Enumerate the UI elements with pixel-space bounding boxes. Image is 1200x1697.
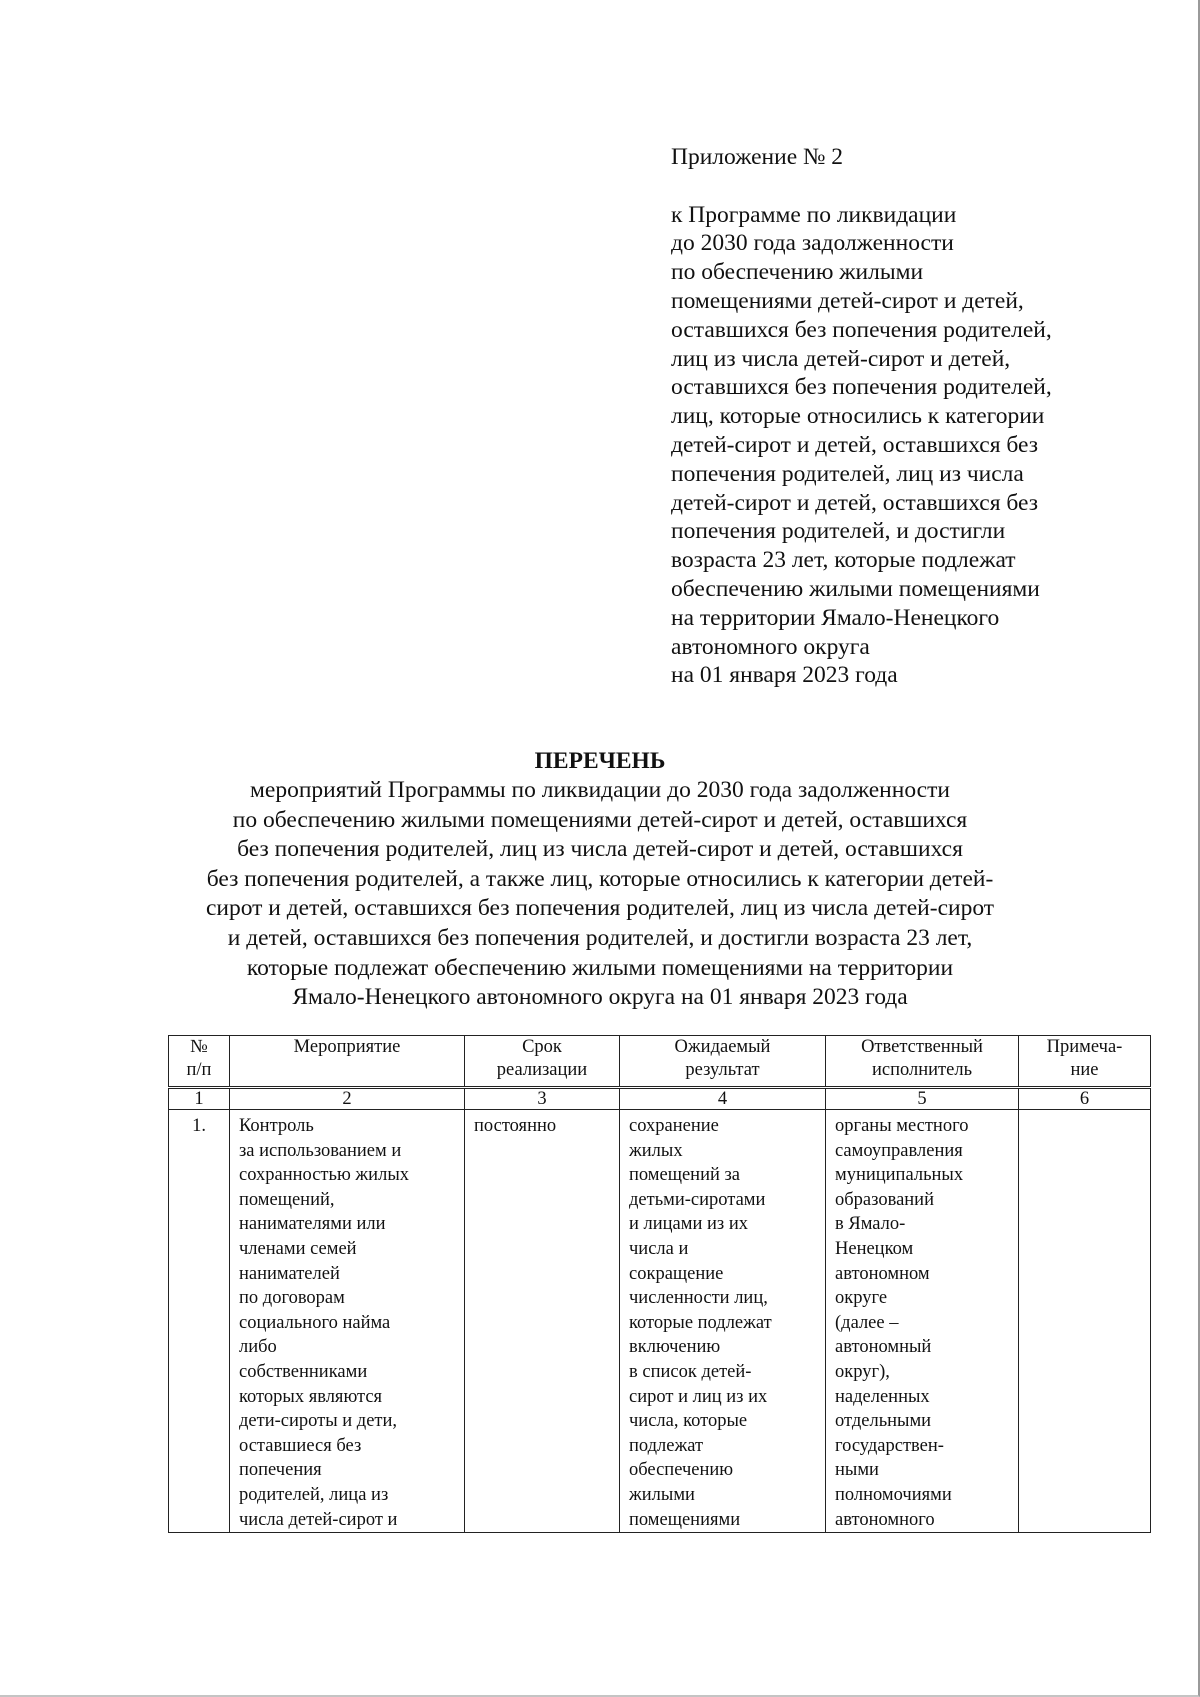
text-line: к Программе по ликвидации <box>671 201 957 228</box>
text-line: на 01 января 2023 года <box>671 662 898 689</box>
text-line: либо <box>239 1337 277 1358</box>
text-line: лиц, которые относились к категории <box>671 403 1045 430</box>
text-line: до 2030 года задолженности <box>671 230 954 257</box>
measure-cell <box>230 1110 465 1533</box>
header-cell-term <box>465 1036 620 1088</box>
column-number: 2 <box>230 1088 465 1110</box>
text-line: обеспечению жилыми помещениями <box>671 575 1040 602</box>
text-line: государствен- <box>835 1435 944 1456</box>
text-line: детьми-сиротами <box>629 1189 766 1210</box>
text-line: на территории Ямало-Ненецкого <box>671 604 1000 631</box>
text-line: Контроль <box>239 1116 314 1136</box>
text-line: ными <box>835 1460 879 1481</box>
responsible-cell <box>826 1110 1019 1533</box>
text-line: оставшихся без попечения родителей, <box>671 374 1052 401</box>
text-line: попечения родителей, лиц из числа <box>671 460 1024 487</box>
text-line: помещениями <box>629 1509 741 1530</box>
text-line: оставшихся без попечения родителей, <box>671 316 1052 343</box>
text-line: попечения <box>239 1460 322 1481</box>
header-cell-responsible <box>826 1036 1019 1088</box>
text-line: Ненецком <box>835 1238 914 1259</box>
text-line: численности лиц, <box>629 1288 768 1309</box>
text-line: оставшиеся без <box>239 1435 362 1456</box>
table-row <box>169 1110 1151 1533</box>
text-line: округ), <box>835 1361 890 1382</box>
text-line: (далее – <box>835 1312 899 1333</box>
text-line: без попечения родителей, а также лиц, которые относились к категории детей- <box>206 865 994 892</box>
text-line: автономного округа <box>671 633 870 660</box>
header-cell-note <box>1019 1036 1151 1088</box>
column-number: 6 <box>1019 1088 1151 1110</box>
text-line: Мероприятие <box>293 1037 401 1057</box>
text-line: без попечения родителей, лиц из числа детей-сирот и детей, оставшихся <box>237 836 963 863</box>
text-line: собственниками <box>239 1361 368 1382</box>
column-number: 1 <box>169 1088 230 1110</box>
text-line: за использованием и <box>239 1140 402 1161</box>
text-line: отдельными <box>835 1411 932 1432</box>
text-line: нанимателей <box>239 1263 340 1284</box>
column-number: 3 <box>465 1088 620 1110</box>
text-line: обеспечению <box>629 1460 734 1481</box>
text-line: № <box>190 1037 208 1057</box>
text-line: нанимателями или <box>239 1214 386 1235</box>
text-line: и детей, оставшихся без попечения родителей, и достигли возраста 23 лет, <box>227 924 973 951</box>
column-number: 5 <box>826 1088 1019 1110</box>
text-line: которые подлежат обеспечению жилыми помещениями на территории <box>246 954 954 981</box>
text-line: сирот и лиц из их <box>629 1386 768 1407</box>
text-line: помещениями детей-сирот и детей, <box>671 287 1024 314</box>
header-cell-number <box>169 1036 230 1088</box>
appendix-title: Приложение № 2 <box>671 144 844 170</box>
column-number-row <box>169 1088 1151 1110</box>
text-line: включению <box>629 1337 721 1358</box>
text-line: сохранение <box>629 1116 719 1136</box>
text-line: членами семей <box>239 1238 357 1259</box>
text-line: дети-сироты и дети, <box>239 1411 398 1432</box>
text-line: числа, которые <box>629 1411 748 1432</box>
text-line: помещений, <box>239 1189 335 1210</box>
result-cell <box>620 1110 826 1533</box>
text-line: п/п <box>186 1060 212 1080</box>
text-line: реализации <box>496 1060 588 1080</box>
text-line: подлежат <box>629 1435 704 1456</box>
text-line: по обеспечению жилыми <box>671 259 924 286</box>
text-line: Ожидаемый <box>674 1037 771 1057</box>
heading-title: ПЕРЕЧЕНЬ <box>534 748 666 774</box>
text-line: образований <box>835 1189 934 1210</box>
text-line: по договорам <box>239 1288 345 1309</box>
text-line: в список детей- <box>629 1361 752 1382</box>
text-line: постоянно <box>474 1116 557 1136</box>
text-line: возраста 23 лет, которые подлежат <box>671 547 1016 574</box>
text-line: самоуправления <box>835 1140 963 1161</box>
text-line: детей-сирот и детей, оставшихся без <box>671 431 1039 458</box>
column-number: 4 <box>620 1088 826 1110</box>
text-line: Примеча- <box>1046 1037 1123 1057</box>
text-line: родителей, лица из <box>239 1484 389 1505</box>
text-line: автономного <box>835 1509 935 1530</box>
text-line: Срок <box>522 1037 562 1057</box>
text-line: в Ямало- <box>835 1214 906 1235</box>
text-line: которых являются <box>239 1386 383 1407</box>
text-line: исполнитель <box>871 1060 972 1080</box>
text-line: и лицами из их <box>629 1214 748 1235</box>
text-line: автономном <box>835 1263 930 1284</box>
text-line: Ответственный <box>861 1037 983 1057</box>
measures-table <box>168 1035 1151 1533</box>
text-line: Ямало-Ненецкого автономного округа на 01 января 2023 года <box>292 984 908 1011</box>
text-line: полномочиями <box>835 1484 952 1505</box>
text-line: муниципальных <box>835 1165 964 1186</box>
text-line: которые подлежат <box>629 1312 772 1333</box>
term-cell <box>465 1110 620 1533</box>
text-line: жилыми <box>629 1484 695 1505</box>
text-line: социального найма <box>239 1312 391 1333</box>
note-cell <box>1019 1110 1151 1533</box>
text-line: сирот и детей, оставшихся без попечения родителей, лиц из числа детей-сирот <box>205 895 995 922</box>
table-header-row <box>169 1036 1151 1088</box>
row-number: 1. <box>169 1110 230 1533</box>
text-line: по обеспечению жилыми помещениями детей-сирот и детей, оставшихся <box>232 806 968 833</box>
text-line: ние <box>1070 1060 1099 1080</box>
text-line: автономный <box>835 1337 932 1358</box>
text-line: округе <box>835 1288 888 1309</box>
document-heading <box>160 746 1040 1013</box>
text-line: помещений за <box>629 1165 741 1186</box>
text-line: жилых <box>629 1140 683 1161</box>
heading-lines <box>160 776 1040 1013</box>
text-line: числа и <box>629 1238 689 1259</box>
appendix-lines <box>671 201 1151 691</box>
text-line: детей-сирот и детей, оставшихся без <box>671 489 1039 516</box>
appendix-block <box>671 143 1151 690</box>
header-cell-result <box>620 1036 826 1088</box>
text-line: попечения родителей, и достигли <box>671 518 1006 545</box>
text-line: сокращение <box>629 1263 724 1284</box>
text-line: сохранностью жилых <box>239 1165 409 1186</box>
text-line: лиц из числа детей-сирот и детей, <box>671 345 1011 372</box>
text-line: результат <box>685 1060 760 1080</box>
text-line: мероприятий Программы по ликвидации до 2030 года задолженности <box>250 777 950 803</box>
header-cell-measure <box>230 1036 465 1088</box>
text-line: наделенных <box>835 1386 930 1407</box>
text-line: органы местного <box>835 1116 969 1136</box>
text-line: числа детей-сирот и <box>239 1509 398 1530</box>
